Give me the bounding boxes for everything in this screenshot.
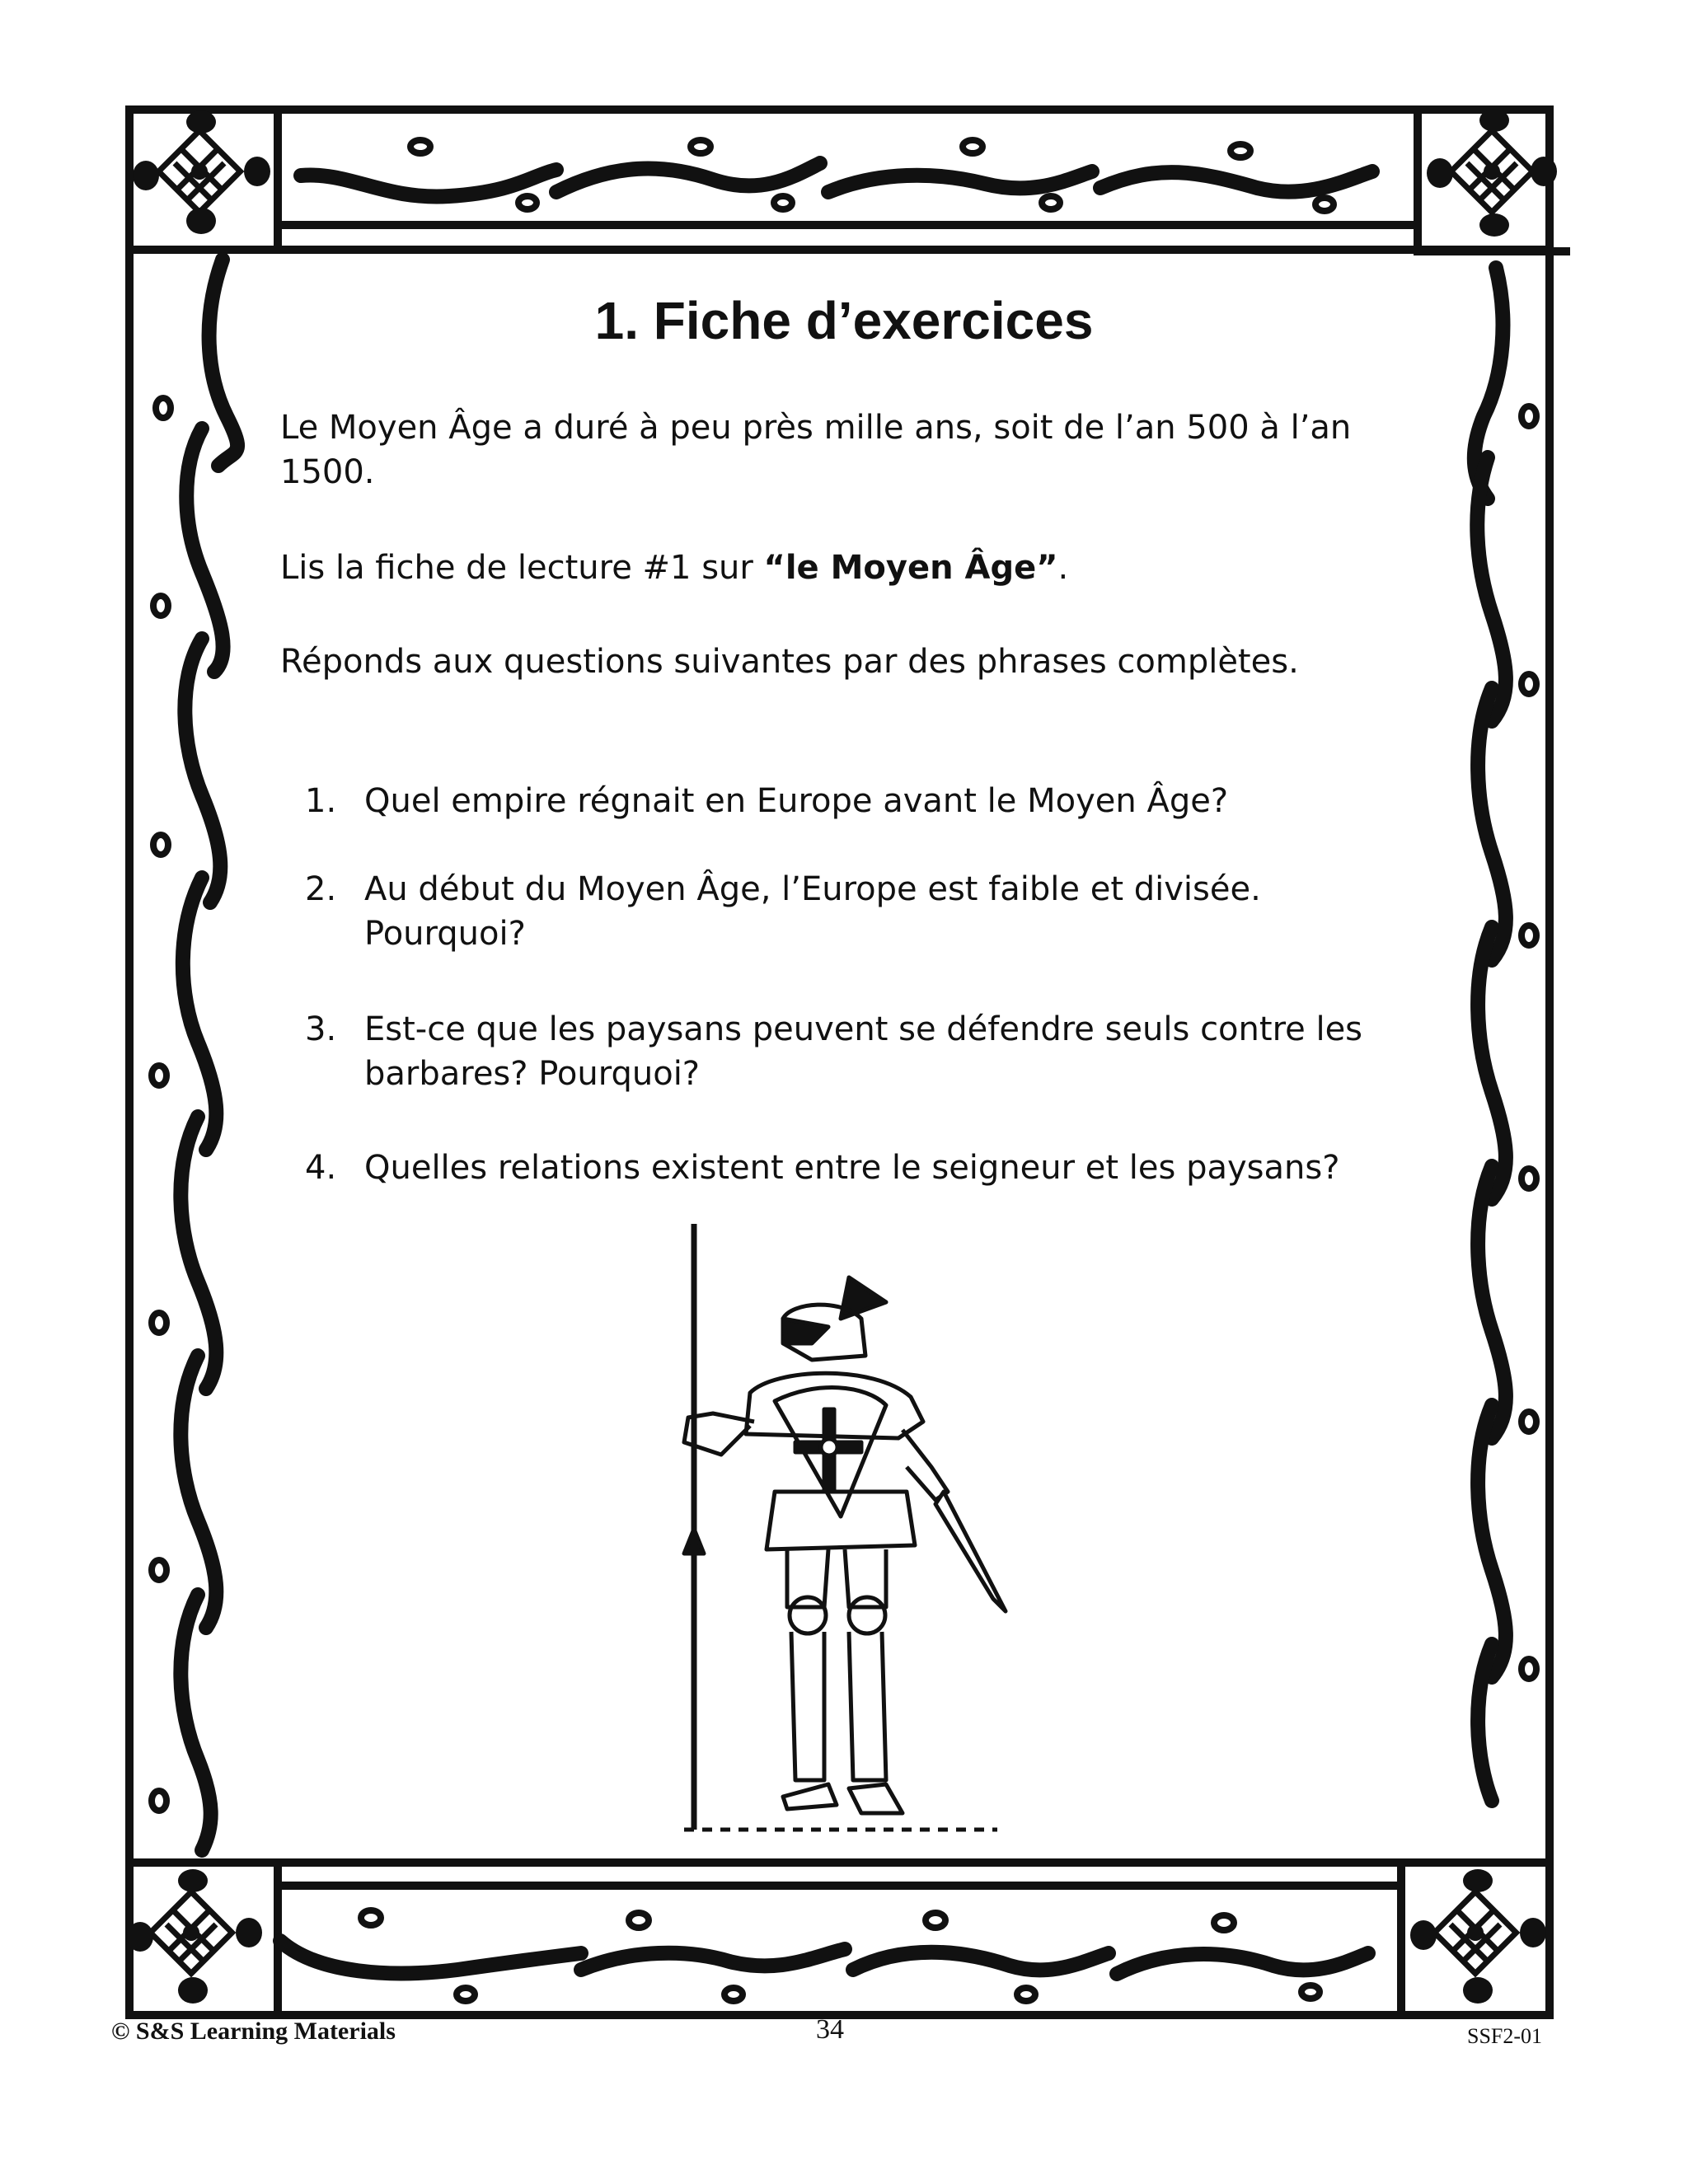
product-code: SSF2-01 xyxy=(1467,2024,1543,2048)
knight-icon xyxy=(651,1220,1030,1846)
question-item xyxy=(305,1007,1418,1096)
question-item xyxy=(305,867,1418,956)
celtic-knot-icon xyxy=(125,105,274,246)
top-vine-decoration xyxy=(284,114,1414,221)
question-number: 4. xyxy=(305,1149,337,1187)
celtic-knot-icon xyxy=(125,1863,274,2011)
instruction-period: . xyxy=(1057,549,1069,587)
question-item xyxy=(305,779,1418,823)
corner-ornament-bottom-left xyxy=(125,1863,282,2019)
instruction-text: Lis la fiche de lecture #1 sur xyxy=(280,549,764,587)
left-vine-decoration xyxy=(136,251,243,1858)
page-number: 34 xyxy=(816,2014,844,2045)
reading-title: “le Moyen Âge” xyxy=(763,549,1058,587)
question-text: Est-ce que les paysans peuvent se défendre seuls contre les barbares? Pourquoi? xyxy=(364,1010,1363,1093)
question-text: Quelles relations existent entre le seigneur et les paysans? xyxy=(364,1149,1340,1187)
question-number: 1. xyxy=(305,782,337,820)
reading-instruction xyxy=(280,546,1418,590)
corner-ornament-top-right xyxy=(1414,105,1570,255)
corner-ornament-top-left xyxy=(125,105,282,254)
corner-ornament-bottom-right xyxy=(1397,1863,1554,2019)
copyright-icon: © xyxy=(111,2018,130,2045)
right-vine-decoration xyxy=(1447,251,1554,1858)
top-inner-rule xyxy=(282,221,1414,229)
publisher-name: S&S Learning Materials xyxy=(135,2018,396,2045)
question-text: Au début du Moyen Âge, l’Europe est faible et divisée. Pourquoi? xyxy=(364,870,1261,953)
question-number: 2. xyxy=(305,870,337,908)
question-text: Quel empire régnait en Europe avant le Moyen Âge? xyxy=(364,782,1229,820)
question-number: 3. xyxy=(305,1010,337,1048)
knight-illustration xyxy=(651,1220,1030,1846)
directive-paragraph: Réponds aux questions suivantes par des phrases complètes. xyxy=(280,643,1299,681)
page-title: 1. Fiche d’exercices xyxy=(594,291,1094,350)
celtic-knot-icon xyxy=(1405,1863,1554,2011)
question-item xyxy=(305,1146,1418,1190)
publisher-credit xyxy=(111,2018,396,2046)
intro-paragraph: Le Moyen Âge a duré à peu près mille ans, soit de l’an 500 à l’an 1500. xyxy=(280,409,1352,491)
bottom-vine-decoration xyxy=(268,1891,1381,2015)
bottom-inner-rule xyxy=(282,1882,1397,1890)
celtic-knot-icon xyxy=(1422,105,1562,246)
